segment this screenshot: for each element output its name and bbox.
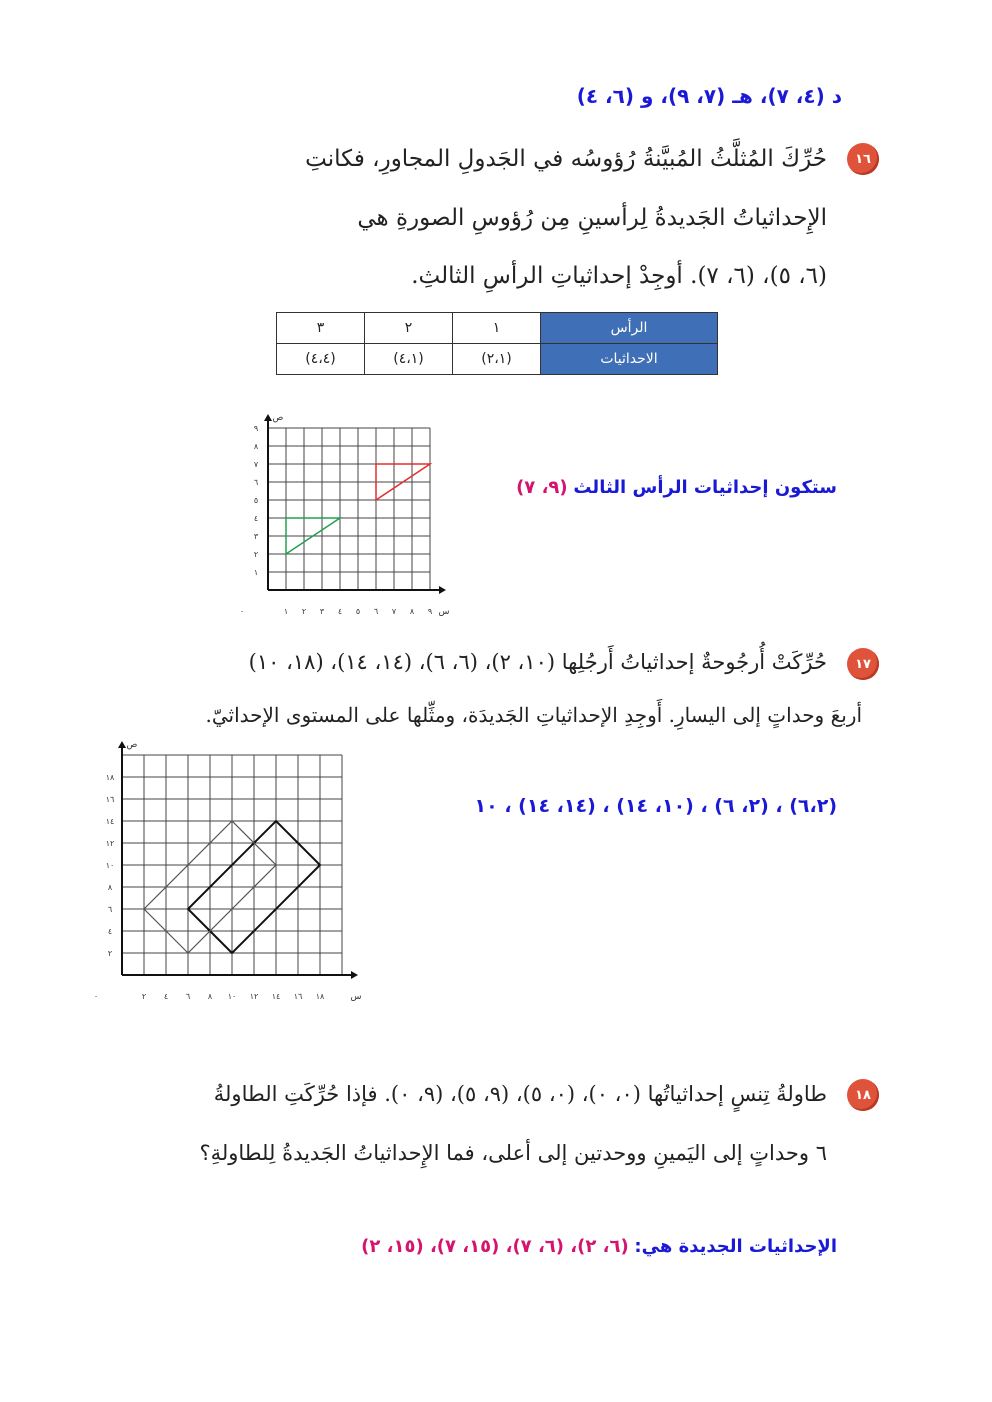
- x-axis-arrow: [351, 971, 358, 979]
- y-tick-label: ٢: [253, 550, 259, 559]
- x-tick-label: ٤: [163, 992, 169, 1001]
- table-row: [277, 344, 718, 375]
- x-tick-label: ١٨: [315, 992, 325, 1001]
- x-tick-label: ١٠: [227, 992, 237, 1001]
- y-tick-label: ٣: [253, 532, 259, 541]
- x-tick-label: ٨: [207, 992, 213, 1001]
- x-tick-label: ١: [283, 607, 289, 616]
- y-tick-label: ١٢: [105, 839, 115, 848]
- x-axis-arrow: [439, 586, 446, 594]
- q18-line1: طاولةُ تِنسٍ إحداثياتُها (٠، ٠)، (٠، ٥)، (٩، ٥)، (٩، ٠). فإذا حُرِّكَتِ الطاولةُ: [213, 1082, 827, 1106]
- table-cell: ١: [453, 313, 541, 344]
- previous-answer: د (٤، ٧)، هـ (٧، ٩)، و (٦، ٤): [576, 84, 842, 108]
- table-cell: (٢،١): [453, 344, 541, 375]
- x-tick-label: ٣: [319, 607, 325, 616]
- table-cell: ٣: [277, 313, 365, 344]
- x-tick-label: ١٤: [271, 992, 281, 1001]
- y-tick-label: ١٤: [105, 817, 115, 826]
- y-axis-label: ص: [126, 740, 138, 750]
- x-tick-label: ٦: [185, 992, 191, 1001]
- table-cell: (٤،٤): [277, 344, 365, 375]
- x-tick-label: ٥: [355, 607, 361, 616]
- q18-answer: [361, 1236, 837, 1257]
- table-header-coords: الاحداثيات: [541, 344, 718, 375]
- q18-answer-prefix: الإحداثيات الجديدة هي:: [634, 1236, 837, 1257]
- table-row: [277, 313, 718, 344]
- x-tick-label: ١٢: [249, 992, 259, 1001]
- x-tick-label: ٢: [301, 607, 307, 616]
- y-tick-label: ٨: [253, 442, 259, 451]
- x-tick-label: ٠: [93, 992, 99, 1001]
- x-tick-label: ٩: [427, 607, 433, 616]
- q18-answer-value: (٦، ٢)، (٦، ٧)، (١٥، ٧)، (١٥، ٢): [361, 1236, 629, 1257]
- y-tick-label: ١: [253, 568, 259, 577]
- question-18-badge: ١٨: [847, 1079, 879, 1111]
- x-axis-label: س: [438, 607, 450, 617]
- q18-line2: ٦ وحداتٍ إلى اليَمينِ ووحدتين إلى أعلى، فما الإِحداثياتُ الجَديدةُ لِلطاولةِ؟: [199, 1141, 827, 1165]
- q17-line2: أربعَ وحداتٍ إلى اليسارِ. أَوجِدِ الإحداثياتِ الجَديدَة، ومثِّلها على المستوى الإحداثيّ.: [205, 703, 862, 727]
- vertices-table: [276, 312, 718, 375]
- y-tick-label: ٦: [107, 905, 113, 914]
- x-tick-label: ٦: [373, 607, 379, 616]
- y-tick-label: ١٦: [105, 795, 115, 804]
- x-tick-label: ٨: [409, 607, 415, 616]
- q16-line2: الإِحداثياتُ الجَديدةُ لِرأسينِ مِن رُؤوسِ الصورةِ هي: [357, 205, 827, 231]
- y-tick-label: ٤: [253, 514, 259, 523]
- y-tick-label: ٩: [253, 424, 259, 433]
- table-header-vertex: الرأس: [541, 313, 718, 344]
- q17-line1: حُرِّكَتْ أُرجُوحةٌ إحداثياتُ أَرجُلِها (١٠، ٢)، (٦، ٦)، (١٤، ١٤)، (١٨، ١٠): [248, 650, 827, 674]
- q16-line1: حُرِّكَ المُثلَّثُ المُبيَّنةُ رُؤوسُه في الجَدولِ المجاورِ، فكانتِ: [305, 146, 827, 172]
- y-tick-label: ٥: [253, 496, 259, 505]
- y-tick-label: ٢: [107, 949, 113, 958]
- y-tick-label: ٤: [107, 927, 113, 936]
- y-axis-label: ص: [272, 413, 284, 423]
- q16-answer-value: (٩، ٧): [516, 477, 568, 498]
- x-tick-label: ٤: [337, 607, 343, 616]
- question-17-badge: ١٧: [847, 648, 879, 680]
- x-tick-label: ١٦: [293, 992, 303, 1001]
- q16-answer: [516, 477, 837, 498]
- y-tick-label: ١٨: [105, 773, 115, 782]
- coordinate-grid-q16: [228, 413, 450, 617]
- question-16-badge: ١٦: [847, 143, 879, 175]
- x-tick-label: ٧: [391, 607, 397, 616]
- coordinate-grid-q17: [92, 740, 362, 1002]
- y-tick-label: ٦: [253, 478, 259, 487]
- y-tick-label: ٧: [253, 460, 259, 469]
- q16-answer-prefix: ستكون إحداثيات الرأس الثالث: [573, 477, 837, 498]
- q17-answer: (٦،٢) ، (٢، ٦) ، (١٠، ١٤) ، (١٤، ١٤) ، ١٠: [474, 795, 837, 817]
- y-axis-arrow: [118, 741, 126, 748]
- x-tick-label: ٢: [141, 992, 147, 1001]
- x-tick-label: ٠: [239, 607, 245, 616]
- q16-line3: (٦، ٥)، (٦، ٧). أوجِدْ إحداثياتِ الرأسِ الثالثِ.: [411, 263, 827, 289]
- y-tick-label: ١٠: [105, 861, 115, 870]
- y-tick-label: ٨: [107, 883, 113, 892]
- table-cell: ٢: [365, 313, 453, 344]
- x-axis-label: س: [350, 992, 362, 1002]
- y-axis-arrow: [264, 414, 272, 421]
- table-cell: (٤،١): [365, 344, 453, 375]
